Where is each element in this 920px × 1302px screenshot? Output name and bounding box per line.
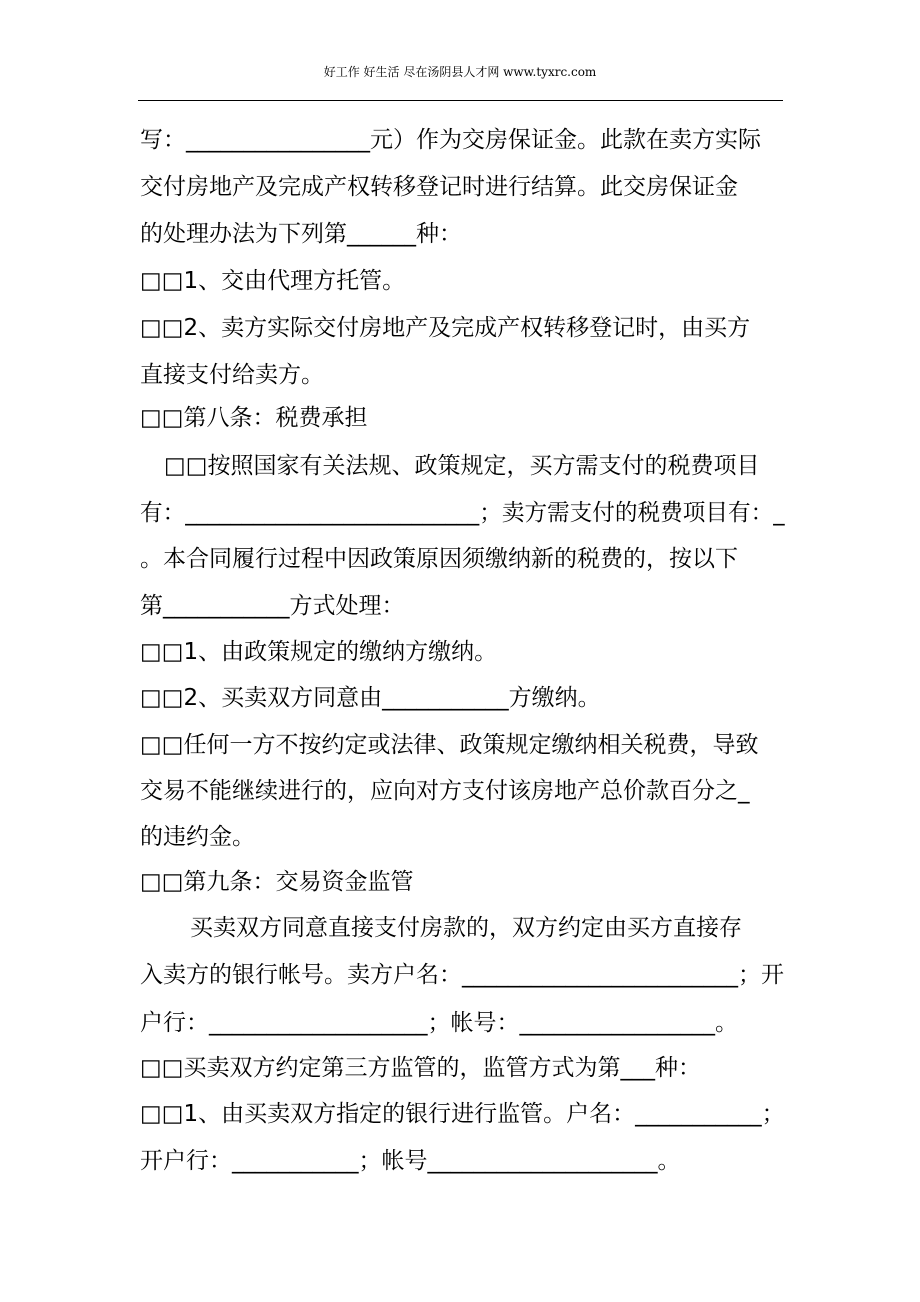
section-heading: □□第九条：交易资金监管 <box>140 869 414 895</box>
page-header: 好工作 好生活 尽在汤阴县人才网 www.tyxrc.com <box>323 65 597 79</box>
text-line: □□买卖双方约定第三方监管的，监管方式为第___种： <box>140 1055 701 1081</box>
text-line: 开户行：___________；帐号____________________。 <box>140 1148 681 1174</box>
text-line: 第___________方式处理： <box>140 593 405 619</box>
text-line: □□2、买卖双方同意由___________方缴纳。 <box>140 685 601 711</box>
text-line: □□2、卖方实际交付房地产及完成产权转移登记时，由买方 <box>140 315 751 341</box>
text-line: □□1、交由代理方托管。 <box>140 268 406 294</box>
text-line: □□1、由买卖双方指定的银行进行监管。户名：___________； <box>140 1101 785 1127</box>
text-line: 直接支付给卖方。 <box>140 362 324 388</box>
text-line: 的违约金。 <box>140 824 255 850</box>
text-line: 户行：___________________；帐号：_________________。 <box>140 1010 738 1036</box>
text-line: 有：__________________________；卖方需支付的税费项目有：_ <box>140 500 785 526</box>
text-line: □□任何一方不按约定或法律、政策规定缴纳相关税费，导致 <box>140 732 759 758</box>
text-line: 买卖双方同意直接支付房款的，双方约定由买方直接存 <box>190 915 742 941</box>
text-line: □□1、由政策规定的缴纳方缴纳。 <box>140 639 498 665</box>
text-line: 的处理办法为下列第______种： <box>140 221 462 247</box>
text-line: 交付房地产及完成产权转移登记时进行结算。此交房保证金 <box>140 174 738 200</box>
text-line: 入卖方的银行帐号。卖方户名：________________________；开 <box>140 962 784 988</box>
text-line: 交易不能继续进行的，应向对方支付该房地产总价款百分之_ <box>140 778 750 804</box>
section-heading: □□第八条：税费承担 <box>140 405 368 431</box>
text-line: 写：________________元）作为交房保证金。此款在卖方实际 <box>140 127 761 153</box>
text-line: 。本合同履行过程中因政策原因须缴纳新的税费的，按以下 <box>140 546 738 572</box>
text-line: □□按照国家有关法规、政策规定，买方需支付的税费项目 <box>164 453 760 479</box>
header-divider <box>138 100 783 101</box>
